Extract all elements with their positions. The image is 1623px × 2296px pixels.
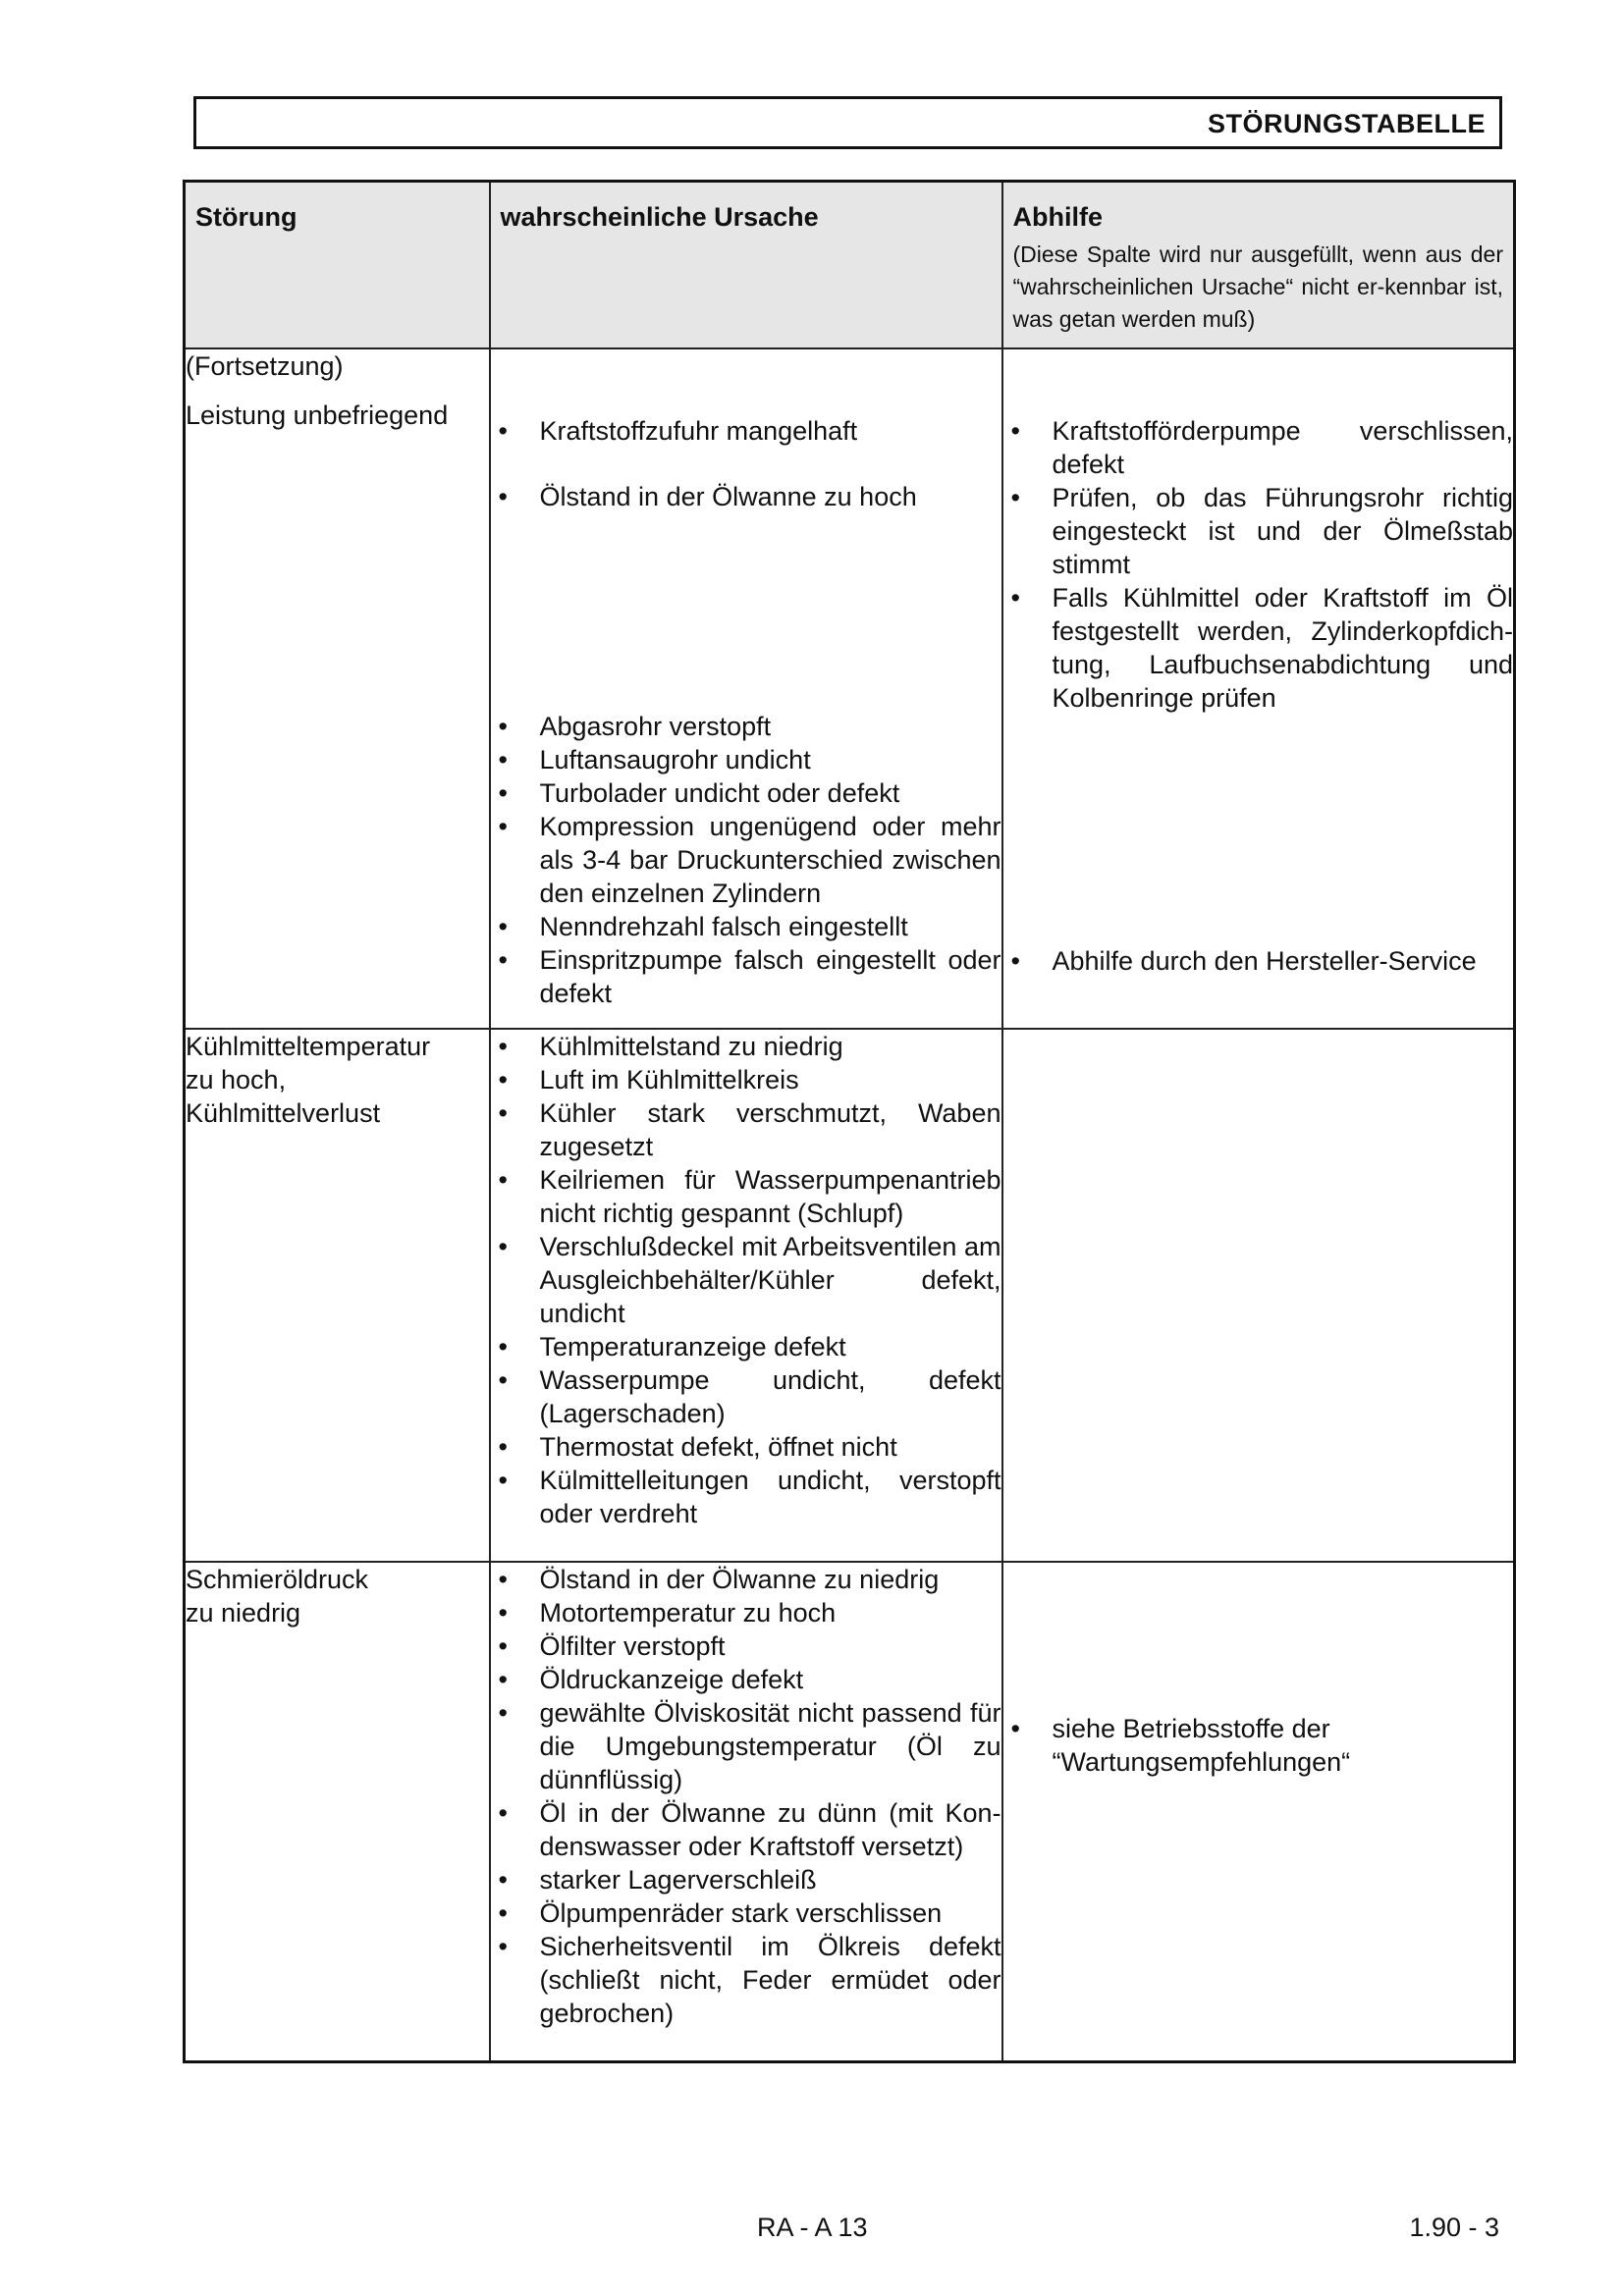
table-row xyxy=(185,348,1515,1029)
list-item: • gewählte Ölviskosität nicht passend für die Umgebungstemperatur (Öl zu dünnflüssig) xyxy=(491,1696,1001,1796)
list-item: • Motortemperatur zu hoch xyxy=(491,1596,1001,1629)
list-item: • Öl in der Ölwanne zu dünn (mit Kon-denswasser oder Kraftstoff versetzt) xyxy=(491,1796,1001,1863)
remedy-cell xyxy=(1002,1029,1515,1562)
list-item: • Ölstand in der Ölwanne zu niedrig xyxy=(491,1563,1001,1596)
table-row xyxy=(185,1562,1515,2062)
remedy-cell xyxy=(1002,348,1515,1029)
document-code: RA - A 13 xyxy=(757,2213,868,2242)
list-item: • Ölfilter verstopft xyxy=(491,1629,1001,1663)
list-item: • Kompression ungenügend oder mehr als 3-4 bar Druckunterschied zwischen den einzelnen Zylindern xyxy=(491,810,1001,910)
list-item: • Öldruckanzeige defekt xyxy=(491,1663,1001,1696)
list-item: • Luft im Kühlmittelkreis xyxy=(491,1063,1001,1096)
fault-label: Leistung unbefriegend xyxy=(186,400,449,430)
list-item: • Ölstand in der Ölwanne zu hoch xyxy=(491,480,1001,513)
fault-cell xyxy=(185,348,490,1029)
cause-cell xyxy=(490,1029,1002,1562)
list-item: • Keilriemen für Wasserpumpenantrieb nicht richtig gespannt (Schlupf) xyxy=(491,1163,1001,1230)
list-item: • Wasserpumpe undicht, defekt (Lagerschaden) xyxy=(491,1363,1001,1430)
column-header-cause: wahrscheinliche Ursache xyxy=(490,182,1002,348)
list-item: • Kraftstofförderpumpe verschlissen, defekt xyxy=(1003,414,1514,481)
list-item: • Külmittelleitungen undicht, verstopft oder verdreht xyxy=(491,1464,1001,1530)
column-header-remedy: Abhilfe (Diese Spalte wird nur ausgefüllt, wenn aus der “wahrscheinlichen Ursache“ nicht er-kennbar ist, was getan werden muß) xyxy=(1002,182,1515,348)
fault-cell: Schmieröldruck zu niedrig xyxy=(185,1562,490,2062)
table-row xyxy=(185,1029,1515,1562)
cause-cell xyxy=(490,1562,1002,2062)
fault-table xyxy=(183,180,1516,2063)
remedy-cell xyxy=(1002,1562,1515,2062)
list-item: • Verschlußdeckel mit Arbeitsventilen am Ausgleichbehälter/Kühler defekt, undicht xyxy=(491,1230,1001,1330)
list-item: • Kühler stark verschmutzt, Waben zugesetzt xyxy=(491,1096,1001,1163)
list-item: • Kühlmittelstand zu niedrig xyxy=(491,1030,1001,1063)
list-item: • siehe Betriebsstoffe der “Wartungsempfehlungen“ xyxy=(1003,1712,1514,1779)
list-item: • Sicherheitsventil im Ölkreis defekt (schließt nicht, Feder ermüdet oder gebrochen) xyxy=(491,1930,1001,2030)
list-item: • Einspritzpumpe falsch eingestellt oder defekt xyxy=(491,943,1001,1010)
page-number: 1.90 - 3 xyxy=(1409,2213,1499,2242)
list-item: • Turbolader undicht oder defekt xyxy=(491,776,1001,810)
list-item: • Kraftstoffzufuhr mangelhaft xyxy=(491,414,1001,448)
list-item: • Falls Kühlmittel oder Kraftstoff im Öl festgestellt werden, Zylinderkopfdich-tung, Laufbuchsenabdichtung und Kolbenringe prüfen xyxy=(1003,581,1514,715)
list-item: • Ölpumpenräder stark verschlissen xyxy=(491,1896,1001,1930)
list-item: • Luftansaugrohr undicht xyxy=(491,743,1001,776)
list-item: • Nenndrehzahl falsch eingestellt xyxy=(491,910,1001,943)
cause-cell xyxy=(490,348,1002,1029)
list-item: • Thermostat defekt, öffnet nicht xyxy=(491,1430,1001,1464)
list-item: • starker Lagerverschleiß xyxy=(491,1863,1001,1896)
list-item: • Abhilfe durch den Hersteller-Service xyxy=(1003,944,1514,978)
page-header xyxy=(193,96,1502,149)
page-title: STÖRUNGSTABELLE xyxy=(1208,109,1486,138)
list-item: • Temperaturanzeige defekt xyxy=(491,1330,1001,1363)
column-header-fault: Störung xyxy=(185,182,490,348)
continuation-label: (Fortsetzung) xyxy=(186,350,344,381)
remedy-column-note: (Diese Spalte wird nur ausgefüllt, wenn aus der “wahrscheinlichen Ursache“ nicht er-kennbar ist, was getan werden muß) xyxy=(1012,241,1503,332)
list-item: • Abgasrohr verstopft xyxy=(491,710,1001,743)
fault-cell: Kühlmitteltemperatur zu hoch, Kühlmittelverlust xyxy=(185,1029,490,1562)
list-item: • Prüfen, ob das Führungsrohr richtig eingesteckt ist und der Ölmeßstab stimmt xyxy=(1003,481,1514,581)
table-header-row xyxy=(185,182,1515,348)
